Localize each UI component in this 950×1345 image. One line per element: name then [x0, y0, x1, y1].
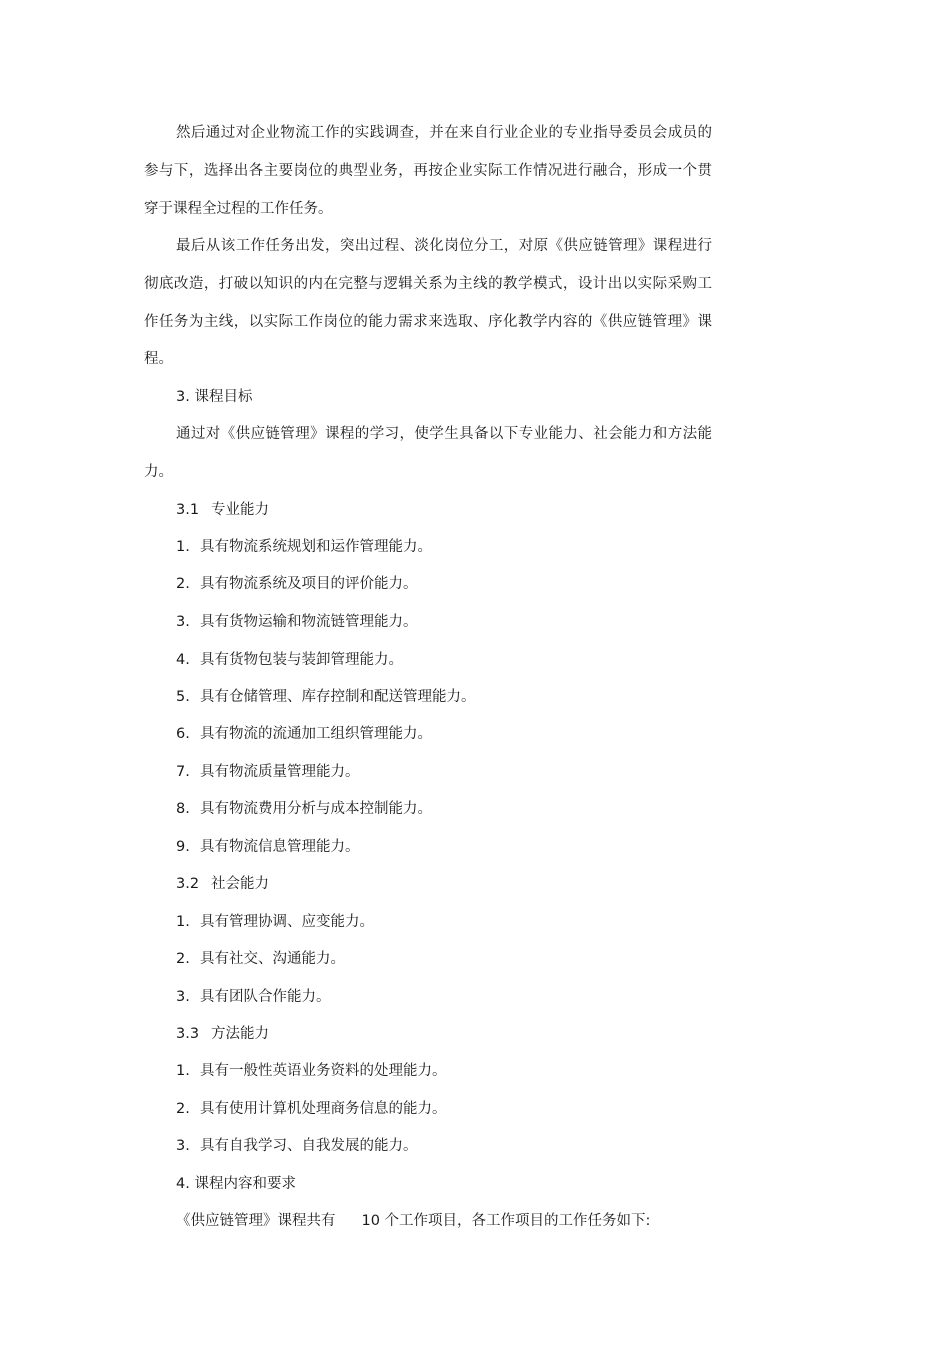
section-title: 专业能力 [211, 502, 269, 518]
para1-line1: 然后通过对企业物流工作的实践调查，并在来自行业企业的专业指导委员会成员的 [176, 125, 712, 141]
list-text: 具有物流系统规划和运作管理能力。 [200, 539, 432, 555]
list-item [176, 537, 432, 557]
list-item [176, 687, 476, 707]
list-item [176, 987, 331, 1007]
list-text: 具有社交、沟通能力。 [200, 951, 345, 967]
list-text: 具有物流的流通加工组织管理能力。 [200, 726, 432, 742]
list-text: 具有物流质量管理能力。 [200, 764, 360, 780]
section-heading-3-3 [176, 1024, 269, 1044]
closing-sentence [176, 1211, 650, 1231]
list-item [176, 612, 418, 632]
list-number: 7. [176, 764, 190, 780]
heading-course-goals: 3. 课程目标 [176, 389, 253, 405]
list-item [176, 762, 360, 782]
closing-part1: 《供应链管理》课程共有 [176, 1213, 336, 1229]
heading-course-content: 4. 课程内容和要求 [176, 1176, 296, 1192]
para2-line1: 最后从该工作任务出发，突出过程、淡化岗位分工，对原《供应链管理》课程进行 [176, 238, 712, 254]
list-item [176, 650, 403, 670]
section-title: 社会能力 [211, 876, 269, 892]
list-number: 3. [176, 989, 190, 1005]
section-number: 3.1 [176, 502, 200, 518]
list-number: 1. [176, 1063, 190, 1079]
list-text: 具有团队合作能力。 [200, 989, 331, 1005]
list-item [176, 1061, 447, 1081]
list-number: 3. [176, 1138, 190, 1154]
para3-line1: 通过对《供应链管理》课程的学习，使学生具备以下专业能力、社会能力和方法能 [176, 426, 712, 442]
section-number: 3.3 [176, 1026, 200, 1042]
list-text: 具有物流系统及项目的评价能力。 [200, 576, 418, 592]
list-item [176, 1099, 447, 1119]
list-item [176, 799, 432, 819]
para2-line3: 作任务为主线，以实际工作岗位的能力需求来选取、序化教学内容的《供应链管理》课 [144, 314, 712, 330]
list-number: 1. [176, 914, 190, 930]
list-number: 9. [176, 839, 190, 855]
list-text: 具有物流费用分析与成本控制能力。 [200, 801, 432, 817]
list-item [176, 724, 432, 744]
list-item [176, 837, 360, 857]
para1-line3: 穿于课程全过程的工作任务。 [144, 201, 333, 217]
list-item [176, 912, 374, 932]
closing-part2: 10 个工作项目，各工作项目的工作任务如下: [361, 1213, 651, 1229]
list-text: 具有货物运输和物流链管理能力。 [200, 614, 418, 630]
para3-line2: 力。 [144, 464, 173, 480]
list-number: 2. [176, 1101, 190, 1117]
list-number: 6. [176, 726, 190, 742]
section-title: 方法能力 [211, 1026, 269, 1042]
list-text: 具有管理协调、应变能力。 [200, 914, 374, 930]
list-number: 5. [176, 689, 190, 705]
list-number: 3. [176, 614, 190, 630]
list-number: 2. [176, 951, 190, 967]
list-text: 具有使用计算机处理商务信息的能力。 [200, 1101, 447, 1117]
para1-line2: 参与下，选择出各主要岗位的典型业务，再按企业实际工作情况进行融合，形成一个贯 [144, 163, 712, 179]
list-text: 具有物流信息管理能力。 [200, 839, 360, 855]
section-number: 3.2 [176, 876, 200, 892]
list-number: 1. [176, 539, 190, 555]
para2-line4: 程。 [144, 351, 173, 367]
para2-line2: 彻底改造，打破以知识的内在完整与逻辑关系为主线的教学模式，设计出以实际采购工 [144, 276, 712, 292]
section-heading-3-2 [176, 874, 269, 894]
list-text: 具有自我学习、自我发展的能力。 [200, 1138, 418, 1154]
section-heading-3-1 [176, 500, 269, 520]
list-text: 具有货物包装与装卸管理能力。 [200, 652, 403, 668]
list-number: 2. [176, 576, 190, 592]
list-text: 具有仓储管理、库存控制和配送管理能力。 [200, 689, 476, 705]
list-text: 具有一般性英语业务资料的处理能力。 [200, 1063, 447, 1079]
list-number: 8. [176, 801, 190, 817]
list-item [176, 949, 345, 969]
list-item [176, 1136, 418, 1156]
list-number: 4. [176, 652, 190, 668]
list-item [176, 574, 418, 594]
